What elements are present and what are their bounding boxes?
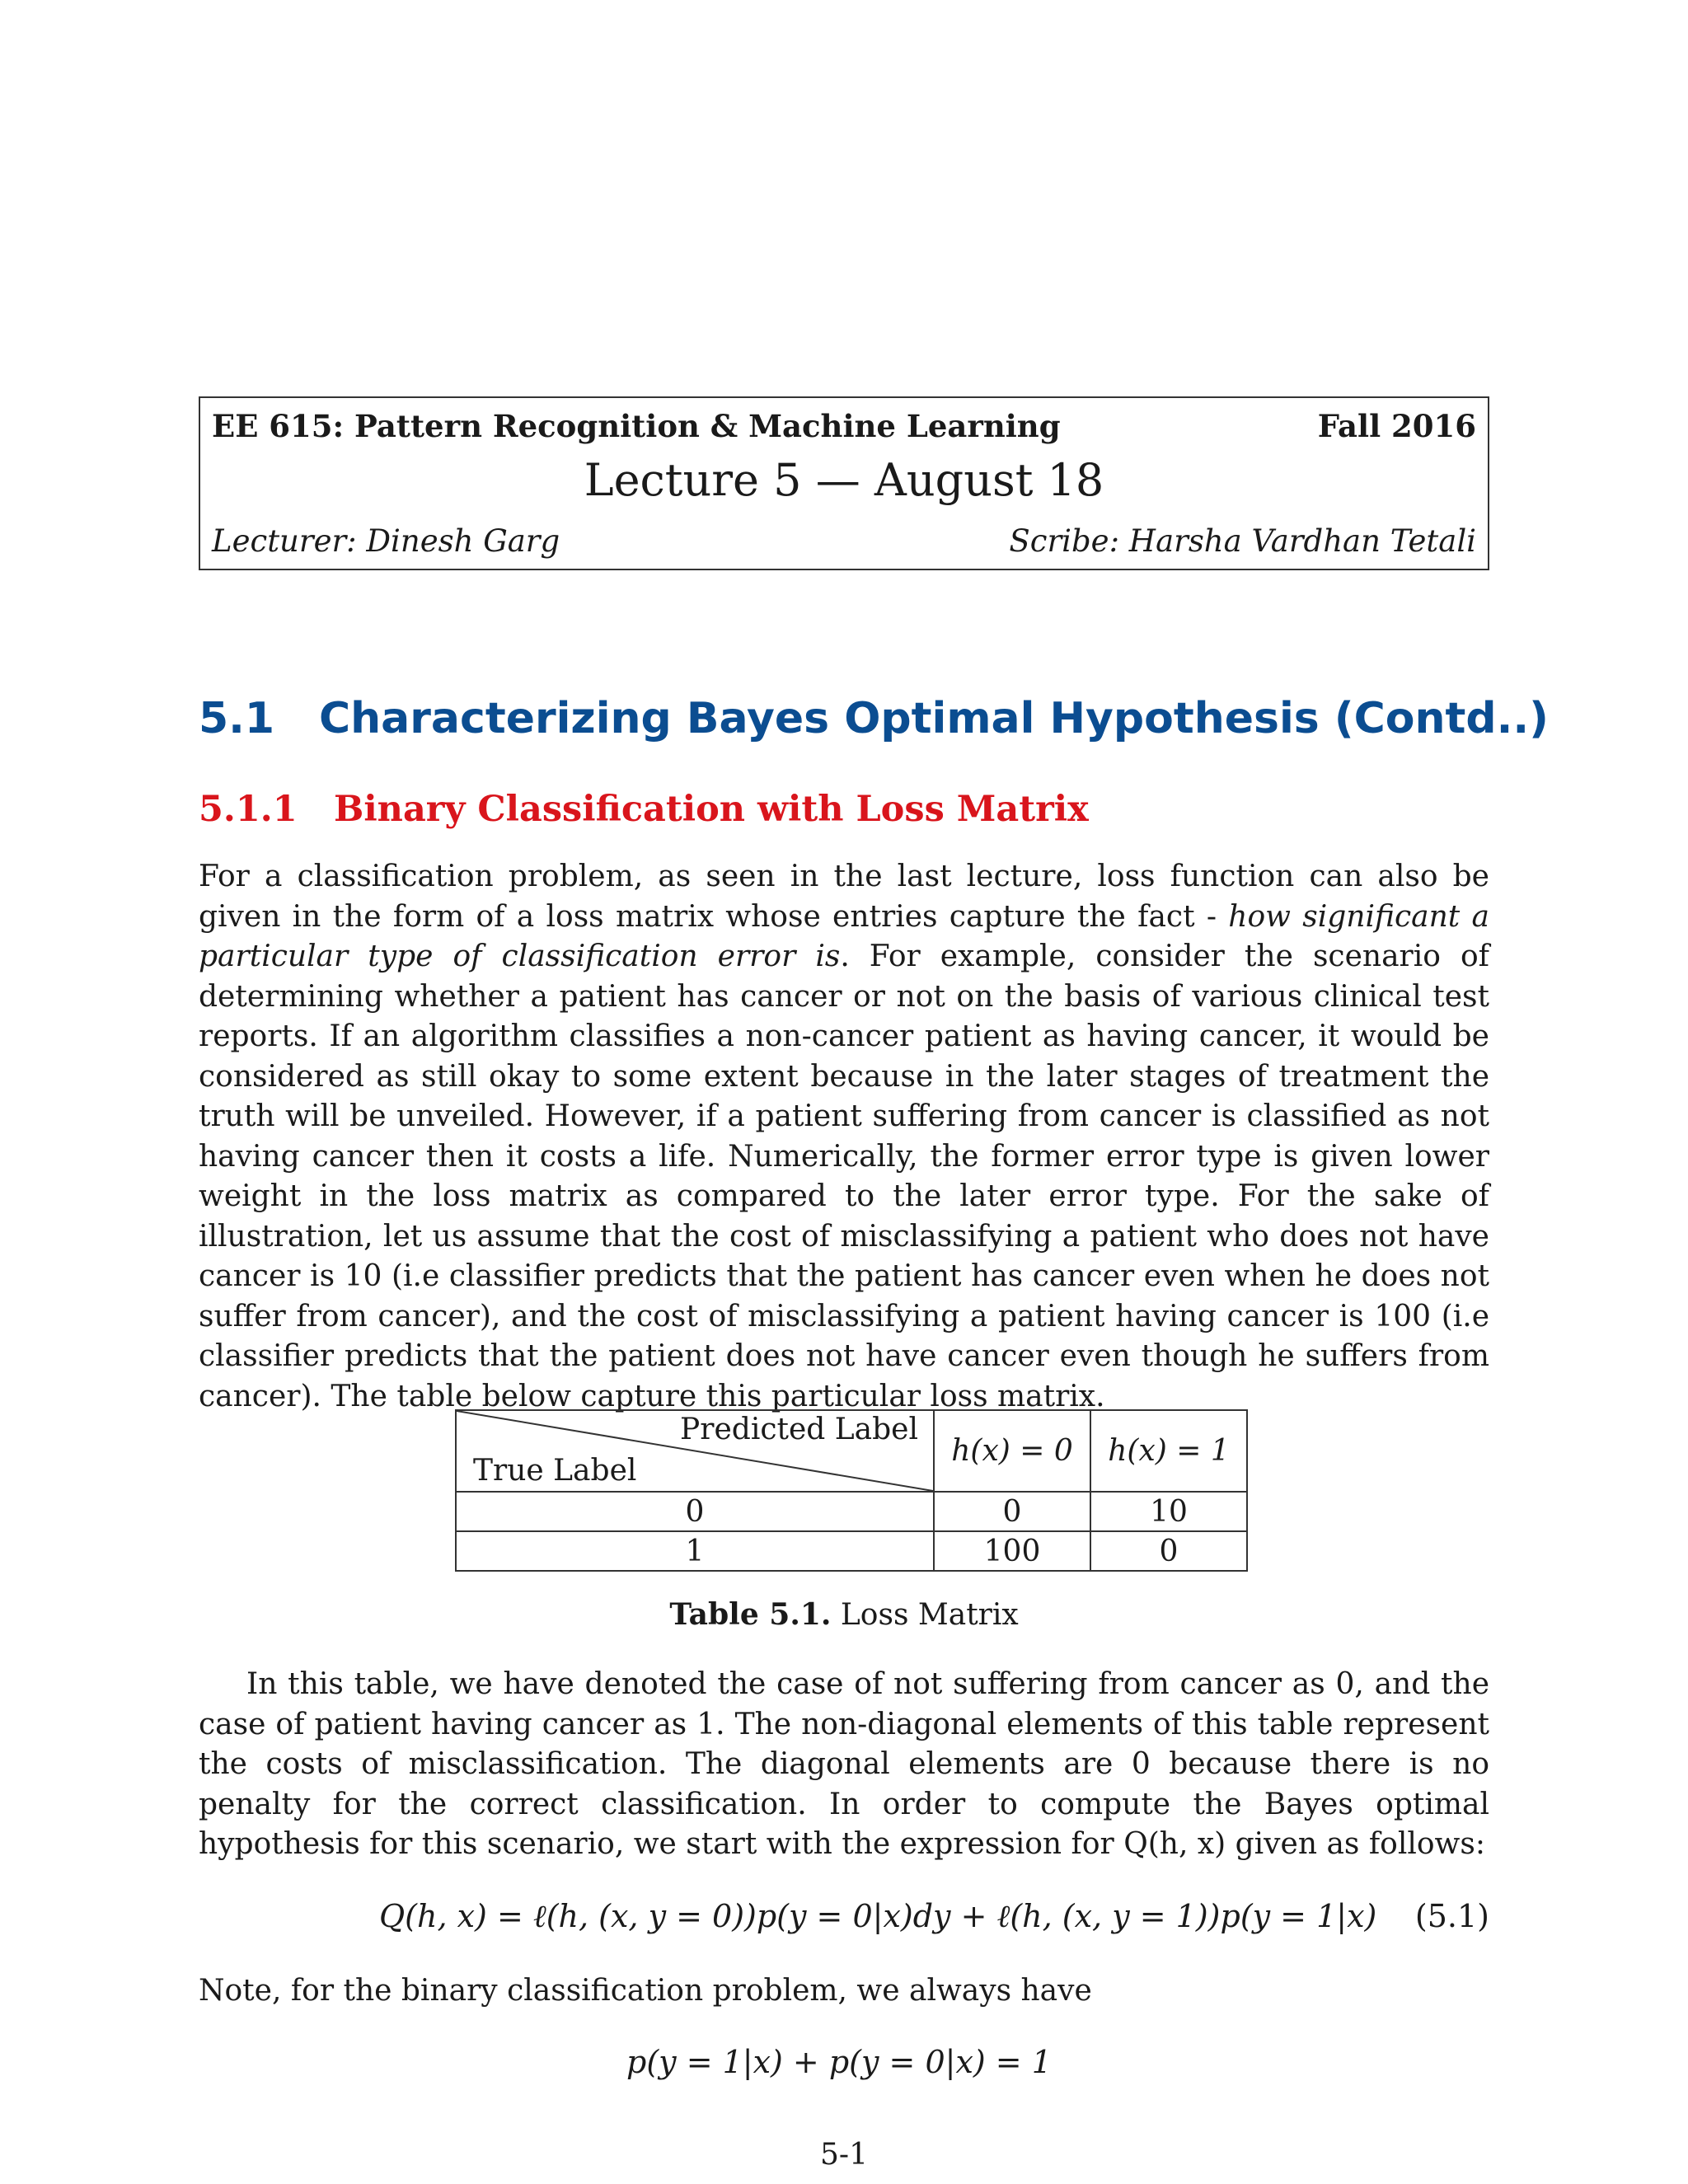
subsection-heading	[199, 789, 1089, 830]
col-header-h1: h(x) = 1	[1090, 1410, 1247, 1492]
equation-probability-sum: p(y = 1|x) + p(y = 0|x) = 1	[626, 2044, 1052, 2080]
equation-5-1: Q(h, x) = ℓ(h, (x, y = 0))p(y = 0|x)dy + ℓ(h, (x, y = 1))p(y = 1|x)	[379, 1898, 1377, 1934]
paragraph-intro-tail: . For example, consider the scenario of determining whether a patient has cancer or not on the basis of various clinical test reports. If an algorithm classifies a non-cancer patient as having cancer, it would be considered as still okay to some extent because in the later stages of treatment the truth will be unveiled. However, if a patient suffering from cancer is classified as not having cancer then it costs a life. Numerically, the former error type is given lower weight in the loss matrix as compared to the later error type. For the sake of illustration, let us assume that the cost of misclassifying a patient who does not have cancer is 10 (i.e classifier predicts that the patient has cancer even when he does not suffer from cancer), and the cost of misclassifying a patient having cancer is 100 (i.e classifier predicts that the patient does not have cancer even though he suffers from cancer). The table below capture this particular loss matrix.	[199, 940, 1489, 1413]
subsection-title-text: Binary Classification with Loss Matrix	[334, 789, 1089, 830]
table-cell: 0	[934, 1492, 1090, 1531]
paragraph-intro-emphasis: how significant a particular type of classification error is	[199, 899, 1489, 973]
caption-label: Table 5.1.	[669, 1597, 832, 1632]
table-row	[456, 1492, 1247, 1531]
diagonal-header-cell	[456, 1410, 934, 1492]
loss-matrix-table	[455, 1409, 1248, 1572]
col-header-h0: h(x) = 0	[934, 1410, 1090, 1492]
lecturer: Lecturer: Dinesh Garg	[212, 523, 560, 559]
caption-text: Loss Matrix	[840, 1598, 1019, 1632]
row-true-label: 1	[456, 1531, 934, 1571]
table-cell: 0	[1090, 1531, 1247, 1571]
table-caption	[0, 1597, 1688, 1632]
course-title: EE 615: Pattern Recognition & Machine Learning	[212, 408, 1061, 444]
scribe: Scribe: Harsha Vardhan Tetali	[1009, 523, 1476, 559]
equation-number: (5.1)	[1414, 1898, 1489, 1934]
predicted-label: Predicted Label	[680, 1413, 918, 1446]
term: Fall 2016	[1317, 408, 1476, 444]
true-label: True Label	[473, 1454, 637, 1488]
paragraph-intro	[199, 857, 1489, 1417]
row-true-label: 0	[456, 1492, 934, 1531]
section-heading	[199, 694, 1549, 743]
table-cell: 10	[1090, 1492, 1247, 1531]
table-row	[456, 1531, 1247, 1571]
subsection-number: 5.1.1	[199, 789, 298, 830]
section-number: 5.1	[199, 694, 275, 743]
table-cell: 100	[934, 1531, 1090, 1571]
table-header-row	[456, 1410, 1247, 1492]
section-title-text: Characterizing Bayes Optimal Hypothesis (Contd..)	[319, 694, 1549, 743]
lecture-title: Lecture 5 — August 18	[584, 454, 1104, 506]
paragraph-table-explanation: In this table, we have denoted the case of not suffering from cancer as 0, and the case of patient having cancer as 1. The non-diagonal elements of this table represent the costs of misclassification. The diagonal elements are 0 because there is no penalty for the correct classification. In order to compute the Bayes optimal hypothesis for this scenario, we start with the expression for Q(h, x) given as follows:	[199, 1667, 1489, 1861]
lecture-header-box	[199, 396, 1489, 570]
page-number: 5-1	[820, 2138, 868, 2172]
paragraph-note: Note, for the binary classification problem, we always have	[199, 1974, 1092, 2008]
paragraph-intro-lead: For a classification problem, as seen in the last lecture, loss function can also be given in the form of a loss matrix whose entries capture the fact -	[199, 860, 1489, 934]
